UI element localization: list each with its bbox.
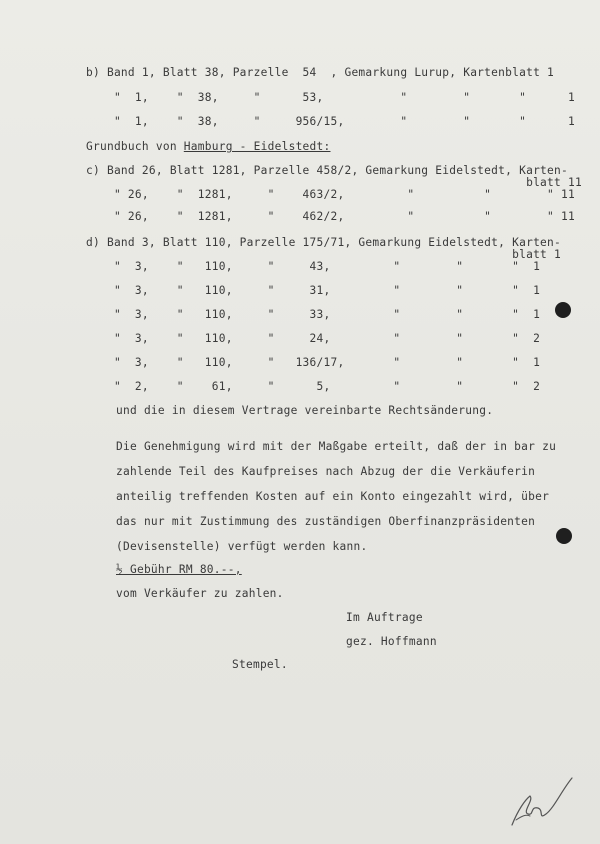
paragraph-line-5: (Devisenstelle) verfügt werden kann. xyxy=(116,540,368,553)
punch-hole-bottom xyxy=(556,528,572,544)
punch-hole-top xyxy=(555,302,571,318)
row-d-2: " 3, " 110, " 31, " " " 1 xyxy=(86,284,541,297)
stamp-label: Stempel. xyxy=(232,658,288,671)
row-c-2: " 26, " 1281, " 462/2, " " " 11 xyxy=(86,210,575,223)
payer-line: vom Verkäufer zu zahlen. xyxy=(116,587,284,600)
paragraph-line-2: zahlende Teil des Kaufpreises nach Abzug der die Verkäuferin xyxy=(116,465,536,478)
row-b-2: " 1, " 38, " 956/15, " " " 1 xyxy=(86,115,575,128)
row-c-header-cont: blatt 11 xyxy=(86,176,582,189)
row-d-6: " 2, " 61, " 5, " " " 2 xyxy=(86,380,541,393)
row-d-3: " 3, " 110, " 33, " " " 1 xyxy=(86,308,541,321)
grundbuch-heading xyxy=(86,140,331,153)
row-b-header: b) Band 1, Blatt 38, Parzelle 54 , Gemarkung Lurup, Kartenblatt 1 xyxy=(86,66,555,79)
row-d-1: " 3, " 110, " 43, " " " 1 xyxy=(86,260,541,273)
row-c-1: " 26, " 1281, " 463/2, " " " 11 xyxy=(86,188,575,201)
row-d-5: " 3, " 110, " 136/17, " " " 1 xyxy=(86,356,541,369)
row-d-header: d) Band 3, Blatt 110, Parzelle 175/71, Gemarkung Eidelstedt, Karten- xyxy=(86,236,562,249)
rechtsaenderung-line: und die in diesem Vertrage vereinbarte Rechtsänderung. xyxy=(116,404,494,417)
paragraph-line-4: das nur mit Zustimmung des zuständigen Oberfinanzpräsidenten xyxy=(116,515,536,528)
row-b-1: " 1, " 38, " 53, " " " 1 xyxy=(86,91,575,104)
paragraph-line-3: anteilig treffenden Kosten auf ein Konto eingezahlt wird, über xyxy=(116,490,550,503)
signatory: gez. Hoffmann xyxy=(346,635,437,648)
row-d-4: " 3, " 110, " 24, " " " 2 xyxy=(86,332,541,345)
fee-line: ½ Gebühr RM 80.--, xyxy=(116,563,242,576)
grundbuch-prefix: Grundbuch von xyxy=(86,140,184,153)
row-d-header-cont: blatt 1 xyxy=(86,248,562,261)
im-auftrage: Im Auftrage xyxy=(346,611,423,624)
paragraph-line-1: Die Genehmigung wird mit der Maßgabe erteilt, daß der in bar zu xyxy=(116,440,557,453)
row-c-header: c) Band 26, Blatt 1281, Parzelle 458/2, Gemarkung Eidelstedt, Karten- xyxy=(86,164,568,177)
grundbuch-place: Hamburg - Eidelstedt: xyxy=(183,140,331,153)
handwritten-initials xyxy=(500,770,580,830)
